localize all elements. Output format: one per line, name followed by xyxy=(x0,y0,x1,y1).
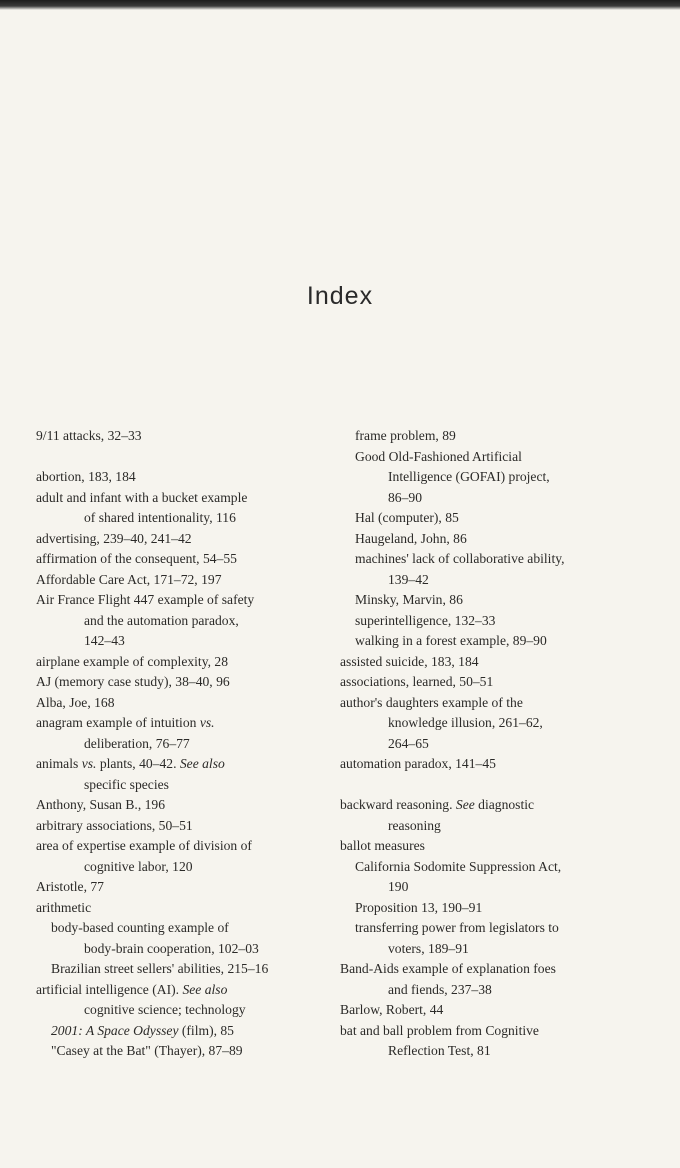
index-entry-text: body-based counting example of xyxy=(51,920,229,935)
index-entry xyxy=(36,672,312,693)
index-entry-continuation: 139–42 xyxy=(388,571,429,587)
index-subentry xyxy=(340,611,640,632)
index-entry-text: airplane example of complexity, 28 xyxy=(36,653,229,669)
index-entry xyxy=(36,467,312,488)
index-entry-text: superintelligence, 132–33 xyxy=(355,612,496,628)
index-entry xyxy=(36,754,312,795)
index-entry-continuation: 190 xyxy=(388,879,409,894)
index-entry-continuation: and fiends, 237–38 xyxy=(388,981,492,997)
index-entry xyxy=(36,836,312,877)
index-entry-text: affirmation of the consequent, 54–55 xyxy=(36,551,237,566)
index-subentry xyxy=(340,549,640,590)
index-entry xyxy=(36,426,312,447)
index-entry-continuation: of shared intentionality, 116 xyxy=(84,510,236,525)
page-top-edge xyxy=(0,0,680,10)
index-entry-text: Hal (computer), 85 xyxy=(355,510,459,525)
index-entry-text: Affordable Care Act, 171–72, 197 xyxy=(36,571,222,587)
index-entry-continuation: reasoning xyxy=(388,817,441,833)
index-letter-gap xyxy=(340,775,640,796)
index-subentry xyxy=(340,590,640,611)
index-entry xyxy=(36,652,312,673)
index-entry xyxy=(340,1000,640,1021)
index-entry xyxy=(36,549,312,570)
index-entry xyxy=(36,529,312,550)
index-entry-text: transferring power from legislators to xyxy=(355,920,559,935)
index-entry xyxy=(340,754,640,775)
index-entry xyxy=(340,652,640,673)
index-entry xyxy=(340,959,640,1000)
index-entry xyxy=(36,795,312,816)
index-entry xyxy=(36,590,312,652)
index-subentry xyxy=(340,426,640,447)
index-entry-continuation: knowledge illusion, 261–62, xyxy=(388,715,543,730)
index-entry-continuation: Intelligence (GOFAI) project, xyxy=(388,469,550,484)
index-entry-text: area of expertise example of division of xyxy=(36,838,252,853)
index-entry-text: machines' lack of collaborative ability, xyxy=(355,551,565,566)
index-entry-text: arbitrary associations, 50–51 xyxy=(36,817,193,833)
index-entry xyxy=(36,816,312,837)
index-subentry xyxy=(340,898,640,919)
index-entry xyxy=(340,795,640,836)
index-entry-text: backward reasoning. See diagnostic xyxy=(340,797,535,812)
index-entry-text: automation paradox, 141–45 xyxy=(340,756,496,771)
index-column-right xyxy=(340,426,640,1062)
index-entry-text: Aristotle, 77 xyxy=(36,879,104,894)
index-entry xyxy=(36,488,312,529)
index-entry-text: Air France Flight 447 example of safety xyxy=(36,592,255,607)
index-entry-text: AJ (memory case study), 38–40, 96 xyxy=(36,674,230,689)
index-subentry xyxy=(36,1041,312,1062)
index-column-left xyxy=(36,426,312,1062)
index-entry-text: Barlow, Robert, 44 xyxy=(340,1002,444,1017)
index-entry-text: frame problem, 89 xyxy=(355,428,456,443)
index-subentry xyxy=(340,447,640,509)
index-entry xyxy=(36,898,312,919)
index-entry-continuation: deliberation, 76–77 xyxy=(84,735,190,751)
index-entry-text: advertising, 239–40, 241–42 xyxy=(36,530,192,546)
index-entry xyxy=(36,877,312,898)
index-subentry xyxy=(36,1021,312,1042)
index-entry-text: "Casey at the Bat" (Thayer), 87–89 xyxy=(51,1043,243,1058)
index-subentry xyxy=(340,529,640,550)
index-entry xyxy=(36,570,312,591)
index-entry-text: walking in a forest example, 89–90 xyxy=(355,633,547,648)
index-subentry xyxy=(340,857,640,898)
index-entry-text: animals vs. plants, 40–42. See also xyxy=(36,756,225,771)
index-subentry xyxy=(36,918,312,959)
index-entry-text: California Sodomite Suppression Act, xyxy=(355,858,562,874)
index-subentry xyxy=(340,631,640,652)
index-entry-continuation: 142–43 xyxy=(84,633,125,648)
index-entry-text: anagram example of intuition vs. xyxy=(36,715,215,730)
index-entry xyxy=(340,693,640,755)
index-letter-gap xyxy=(36,447,312,468)
index-entry-text: bat and ball problem from Cognitive xyxy=(340,1022,539,1038)
index-entry-text: associations, learned, 50–51 xyxy=(340,674,494,689)
index-entry-continuation: 264–65 xyxy=(388,735,429,751)
index-entry xyxy=(36,693,312,714)
index-entry-text: 2001: A Space Odyssey (film), 85 xyxy=(51,1022,234,1038)
index-entry-text: Haugeland, John, 86 xyxy=(355,530,467,546)
index-entry xyxy=(340,1021,640,1062)
index-entry xyxy=(340,672,640,693)
index-entry-continuation: and the automation paradox, xyxy=(84,612,239,628)
index-entry-text: abortion, 183, 184 xyxy=(36,469,136,484)
index-entry-text: artificial intelligence (AI). See also xyxy=(36,981,228,997)
index-entry-text: ballot measures xyxy=(340,838,425,853)
index-entry-text: Good Old-Fashioned Artificial xyxy=(355,448,522,464)
index-entry-text: Anthony, Susan B., 196 xyxy=(36,797,166,812)
index-entry-text: assisted suicide, 183, 184 xyxy=(340,653,479,669)
index-entry-text: Brazilian street sellers' abilities, 215–16 xyxy=(51,961,269,976)
index-entry-continuation: Reflection Test, 81 xyxy=(388,1043,491,1058)
index-entry xyxy=(340,836,640,857)
index-entry-text: arithmetic xyxy=(36,899,92,915)
index-entry-continuation: specific species xyxy=(84,776,169,792)
index-entry-text: Minsky, Marvin, 86 xyxy=(355,592,463,607)
index-subentry xyxy=(340,918,640,959)
index-subentry xyxy=(36,959,312,980)
index-entry-text: 9/11 attacks, 32–33 xyxy=(36,428,142,443)
index-entry-continuation: voters, 189–91 xyxy=(388,940,469,956)
page-title: Index xyxy=(306,282,374,310)
index-entry-continuation: cognitive labor, 120 xyxy=(84,858,193,874)
index-entry-text: Alba, Joe, 168 xyxy=(36,694,115,710)
index-entry xyxy=(36,980,312,1021)
index-entry-text: Proposition 13, 190–91 xyxy=(355,899,483,915)
index-entry-continuation: cognitive science; technology xyxy=(84,1002,246,1017)
index-entry-text: adult and infant with a bucket example xyxy=(36,489,248,505)
index-subentry xyxy=(340,508,640,529)
index-entry-text: Band-Aids example of explanation foes xyxy=(340,961,556,976)
index-entry-text: author's daughters example of the xyxy=(340,694,523,710)
index-entry-continuation: 86–90 xyxy=(388,489,422,505)
index-entry xyxy=(36,713,312,754)
index-entry-continuation: body-brain cooperation, 102–03 xyxy=(84,940,259,956)
